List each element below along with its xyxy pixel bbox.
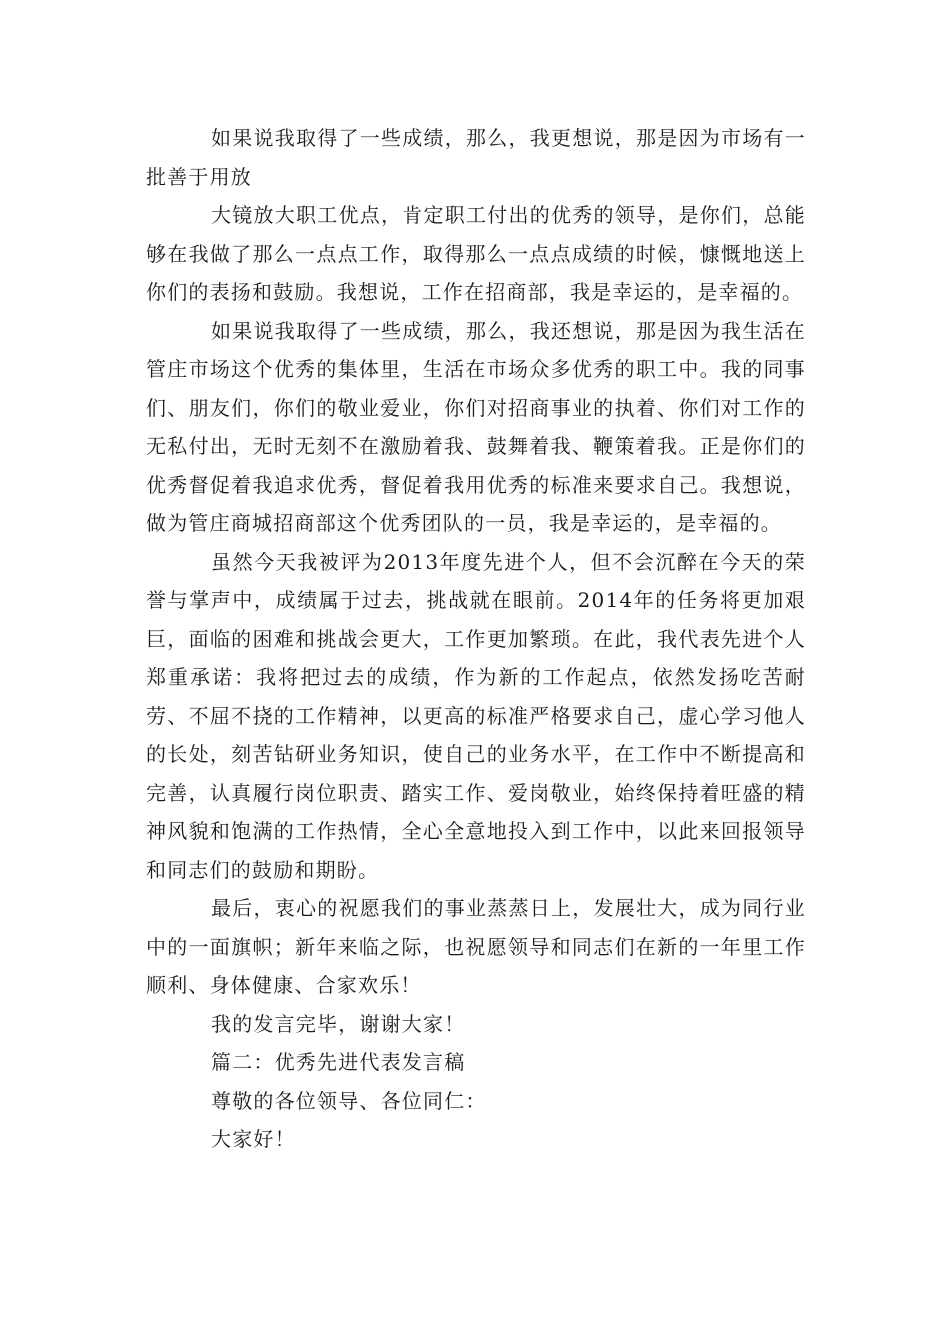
paragraph-3: 如果说我取得了一些成绩，那么，我还想说，那是因为我生活在管庄市场这个优秀的集体里，生活在市场众多优秀的职工中。我的同事们、朋友们，你们的敬业爱业，你们对招商事业的执着、你们对工作的无私付出，无时无刻不在激励着我、鼓舞着我、鞭策着我。正是你们的优秀督促着我追求优秀，督促着我用优秀的标准来要求自己。我想说，做为管庄商城招商部这个优秀团队的一员，我是幸运的，是幸福的。 <box>146 318 806 535</box>
paragraph-1: 如果说我取得了一些成绩，那么，我更想说，那是因为市场有一批善于用放 <box>146 126 806 189</box>
paragraph-2: 大镜放大职工优点，肯定职工付出的优秀的领导，是你们，总能够在我做了那么一点点工作，取得那么一点点成绩的时候，慷慨地送上你们的表扬和鼓励。我想说，工作在招商部，我是幸运的，是幸福的。 <box>146 203 806 304</box>
paragraph-4: 虽然今天我被评为2013年度先进个人，但不会沉醉在今天的荣誉与掌声中，成绩属于过去，挑战就在眼前。2014年的任务将更加艰巨，面临的困难和挑战会更大，工作更加繁琐。在此，我代表先进个人郑重承诺：我将把过去的成绩，作为新的工作起点，依然发扬吃苦耐劳、不屈不挠的工作精神，以更高的标准严格要求自己，虚心学习他人的长处，刻苦钻研业务知识，使自己的业务水平，在工作中不断提高和完善，认真履行岗位职责、踏实工作、爱岗敬业，始终保持着旺盛的精神风貌和饱满的工作热情，全心全意地投入到工作中，以此来回报领导和同志们的鼓励和期盼。 <box>146 549 806 882</box>
section-heading: 篇二：优秀先进代表发言稿 <box>211 1050 466 1074</box>
paragraph-5: 最后，衷心的祝愿我们的事业蒸蒸日上，发展壮大，成为同行业中的一面旗帜；新年来临之际，也祝愿领导和同志们在新的一年里工作顺利、身体健康、合家欢乐！ <box>146 896 806 997</box>
document-body <box>146 119 806 1159</box>
greeting: 大家好！ <box>211 1127 296 1151</box>
salutation: 尊敬的各位领导、各位同仁： <box>211 1088 487 1113</box>
closing-remark: 我的发言完毕，谢谢大家！ <box>211 1011 466 1036</box>
